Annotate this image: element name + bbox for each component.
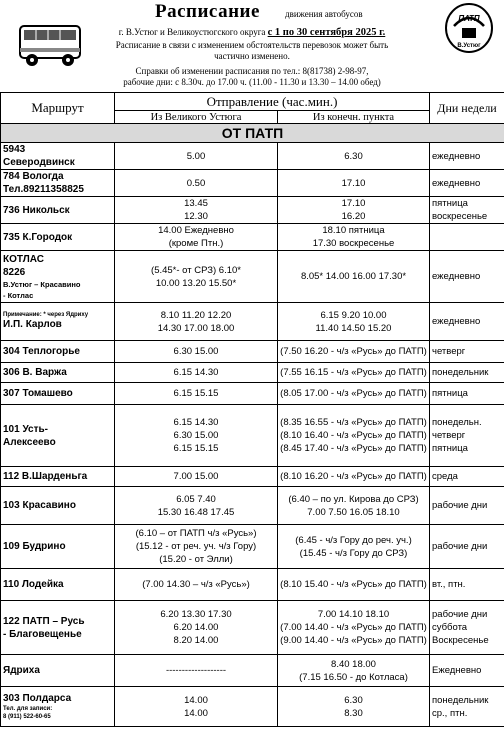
- departure-from-cell: [115, 224, 278, 251]
- days-cell-line: суббота: [432, 622, 468, 633]
- departure-from-cell-line: 5.00: [186, 150, 206, 162]
- days-cell: [430, 224, 504, 251]
- table-row: [1, 383, 504, 405]
- departure-from-cell-line: 6.15 14.30: [173, 417, 219, 428]
- departure-to-cell: [278, 655, 430, 687]
- departure-to-cell-line: (6.45 - ч/з Гору до реч. уч.): [295, 534, 412, 546]
- departure-to-cell: [278, 363, 430, 383]
- route-cell: [1, 525, 115, 569]
- route-cell: [1, 601, 115, 655]
- departure-to-cell-line: (6.40 – по ул. Кирова до СРЗ): [288, 493, 419, 505]
- departure-to-cell-line: 18.10 пятница: [322, 225, 385, 236]
- departure-to-cell-line: 8.40 18.00: [331, 658, 376, 670]
- table-row: [1, 525, 504, 569]
- departure-from-cell-line: (5.45*- от СРЗ) 6.10*: [151, 264, 241, 276]
- route-cell: [1, 197, 115, 224]
- departure-to-cell-line: (8.10 16.20 - ч/з «Русь» до ПАТП): [280, 471, 427, 482]
- departure-to-cell-line: 17.30 воскресенье: [312, 238, 395, 249]
- table-row: [1, 601, 504, 655]
- departure-to-cell: [278, 143, 430, 170]
- table-row: [1, 224, 504, 251]
- route-cell-line: 101 Усть-: [3, 423, 48, 435]
- days-cell-line: среда: [432, 471, 458, 482]
- info-phone-line: Справки об изменении расписания по тел.: 8(81738) 2-98-97,: [135, 66, 369, 76]
- route-cell-line: 103 Красавино: [3, 500, 76, 511]
- departure-to-cell-line: (8.35 16.55 - ч/з «Русь» до ПАТП): [280, 417, 427, 428]
- days-cell-line: пятница: [432, 198, 468, 209]
- table-row: [1, 405, 504, 467]
- table-row: [1, 143, 504, 170]
- departure-from-cell-line: 12.30: [184, 211, 208, 222]
- departure-to-cell-line: (8.05 17.00 - ч/з «Русь» до ПАТП): [280, 388, 427, 399]
- notice-line-2: частично изменено.: [214, 51, 290, 61]
- departure-from-cell: [115, 405, 278, 467]
- departure-to-cell-line: 16.20: [341, 211, 366, 222]
- departure-from-cell: [115, 170, 278, 197]
- route-cell-line: 8 (911) 522-60-65: [3, 714, 51, 720]
- table-row: [1, 569, 504, 601]
- col-days-header: Дни недели: [430, 93, 504, 124]
- days-cell-line: воскресенье: [432, 211, 488, 222]
- departure-from-cell-line: 14.00: [184, 707, 208, 719]
- days-cell-line: ежедневно: [432, 150, 481, 162]
- departure-to-cell: [278, 251, 430, 303]
- route-cell: [1, 143, 115, 170]
- header: [0, 0, 504, 92]
- days-cell: [430, 197, 504, 224]
- route-cell-line: - Котлас: [3, 290, 34, 300]
- route-cell: [1, 363, 115, 383]
- logo-text-top: ПАТП: [458, 14, 480, 23]
- days-cell-line: Ежедневно: [432, 665, 482, 676]
- route-cell: [1, 467, 115, 487]
- departure-to-cell-line: 17.10: [341, 177, 366, 189]
- route-cell: [1, 405, 115, 467]
- route-cell-line: 5943: [3, 144, 26, 155]
- days-cell: [430, 687, 504, 727]
- departure-from-cell: [115, 143, 278, 170]
- table-row: [1, 251, 504, 303]
- table-row: [1, 170, 504, 197]
- departure-to-cell-line: 6.30: [344, 694, 363, 706]
- route-cell: [1, 569, 115, 601]
- days-cell-line: понедельник: [432, 367, 489, 378]
- days-cell: [430, 143, 504, 170]
- departure-from-cell-line: 8.10 11.20 12.20: [160, 309, 232, 321]
- days-cell: [430, 525, 504, 569]
- days-cell-line: ежедневно: [432, 271, 481, 282]
- route-cell-line: И.П. Карлов: [3, 319, 62, 330]
- table-row: [1, 467, 504, 487]
- route-cell-line: 8226: [3, 266, 26, 278]
- route-cell-line: Ядриха: [3, 665, 40, 676]
- route-cell: [1, 341, 115, 363]
- days-cell: [430, 655, 504, 687]
- departure-from-cell-line: 6.20 14.00: [173, 622, 219, 633]
- departure-to-cell: [278, 487, 430, 525]
- route-cell-line: Северодвинск: [3, 157, 75, 168]
- departure-from-cell: [115, 383, 278, 405]
- departure-to-cell: [278, 601, 430, 655]
- route-cell-line: 304 Теплогорье: [3, 346, 80, 357]
- table-row: [1, 341, 504, 363]
- table-row: [1, 363, 504, 383]
- route-cell-line: Алексеево: [3, 436, 56, 448]
- departure-from-cell-line: -------------------: [165, 665, 227, 676]
- departure-from-cell-line: 15.30 16.48 17.45: [157, 506, 235, 518]
- patp-logo: [444, 2, 494, 54]
- col-from-header: Из Великого Устюга: [115, 111, 278, 124]
- departure-from-cell: [115, 525, 278, 569]
- departure-from-cell-line: 13.45: [184, 198, 208, 209]
- departure-to-cell: [278, 569, 430, 601]
- route-cell: [1, 383, 115, 405]
- departure-to-cell-line: (7.00 14.40 - ч/з «Русь» до ПАТП): [280, 622, 427, 633]
- days-cell-line: рабочие дни: [432, 609, 488, 620]
- departure-from-cell: [115, 303, 278, 341]
- table-row: [1, 303, 504, 341]
- departure-from-cell: [115, 197, 278, 224]
- days-cell: [430, 363, 504, 383]
- departure-from-cell-line: 6.15 15.15: [173, 388, 219, 399]
- route-cell-line: 736 Никольск: [3, 204, 70, 216]
- days-cell: [430, 170, 504, 197]
- departure-from-cell: [115, 251, 278, 303]
- days-cell: [430, 251, 504, 303]
- departure-from-cell: [115, 467, 278, 487]
- departure-from-cell: [115, 487, 278, 525]
- departure-to-cell: [278, 467, 430, 487]
- days-cell-line: рабочие дни: [432, 500, 488, 511]
- departure-from-cell: [115, 363, 278, 383]
- col-route-header: Маршрут: [1, 93, 115, 124]
- page-subtitle: движения автобусов: [285, 9, 363, 19]
- departure-from-cell-line: (6.10 – от ПАТП ч/з «Русь»): [135, 528, 257, 539]
- col-to-header: Из конечн. пункта: [278, 111, 430, 124]
- departure-to-cell-line: (8.10 15.40 - ч/з «Русь» до ПАТП): [280, 579, 427, 590]
- days-cell-line: рабочие дни: [432, 541, 488, 552]
- section-header: ОТ ПАТП: [1, 124, 504, 143]
- departure-to-cell-line: (9.00 14.40 - ч/з «Русь» до ПАТП): [280, 635, 427, 646]
- table-row: [1, 197, 504, 224]
- departure-from-cell-line: 6.30 15.00: [173, 430, 219, 441]
- departure-to-cell-line: (7.55 16.15 - ч/з «Русь» до ПАТП): [280, 367, 427, 378]
- days-cell: [430, 405, 504, 467]
- route-cell-line: КОТЛАС: [3, 253, 44, 265]
- departure-from-cell-line: 7.00 15.00: [173, 471, 219, 482]
- days-cell-line: пятница: [432, 388, 468, 399]
- route-cell: [1, 224, 115, 251]
- days-cell-line: ежедневно: [432, 316, 481, 327]
- days-cell-line: Воскресенье: [432, 635, 489, 646]
- departure-to-cell-line: (7.50 16.20 - ч/з «Русь» до ПАТП): [280, 346, 427, 357]
- col-departure-header: Отправление (час.мин.): [115, 93, 430, 111]
- page-title: Расписание: [155, 1, 260, 22]
- departure-from-cell-line: 14.00 Ежедневно: [158, 225, 234, 236]
- work-hours-line: рабочие дни: с 8.30ч. до 17.00 ч. (11.00 - 11.30 и 13.30 – 14.00 обед): [123, 77, 381, 87]
- route-cell: [1, 251, 115, 303]
- departure-to-cell: [278, 405, 430, 467]
- departure-to-cell: [278, 525, 430, 569]
- departure-to-cell: [278, 341, 430, 363]
- route-cell-line: 112 В.Шарденьга: [3, 471, 88, 482]
- departure-to-cell-line: 8.30: [344, 707, 363, 719]
- departure-from-cell-line: 6.30 15.00: [173, 346, 219, 357]
- route-cell-line: 303 Полдарса: [3, 693, 72, 704]
- departure-from-cell-line: 0.50: [186, 177, 206, 189]
- departure-to-cell-line: 6.15 9.20 10.00: [320, 309, 387, 321]
- route-cell-line: В.Устюг – Красавино: [3, 279, 81, 289]
- route-cell-line: 735 К.Городок: [3, 231, 73, 243]
- notice-line: Расписание в связи с изменением обстоятельств перевозок может быть: [115, 40, 389, 50]
- schedule-table: [0, 92, 504, 727]
- departure-from-cell: [115, 341, 278, 363]
- days-cell-line: понедельн.: [432, 417, 482, 428]
- departure-to-cell: [278, 687, 430, 727]
- table-row: [1, 487, 504, 525]
- departure-to-cell-line: 17.10: [341, 198, 366, 209]
- departure-to-cell: [278, 383, 430, 405]
- departure-from-cell-line: 6.20 13.30 17.30: [160, 609, 232, 620]
- period: с 1 по 30 сентября 2025 г.: [267, 27, 386, 38]
- route-cell-line: Тел. для записи:: [3, 706, 53, 712]
- departure-from-cell-line: (15.20 - от Элли): [159, 554, 233, 565]
- departure-from-cell: [115, 655, 278, 687]
- departure-from-cell: [115, 687, 278, 727]
- departure-from-cell-line: 8.20 14.00: [173, 635, 219, 646]
- days-cell-line: четверг: [432, 430, 466, 441]
- departure-to-cell: [278, 303, 430, 341]
- departure-from-cell-line: 6.15 14.30: [173, 367, 219, 378]
- days-cell: [430, 341, 504, 363]
- departure-to-cell-line: (8.10 16.40 - ч/з «Русь» до ПАТП): [280, 430, 427, 441]
- route-cell-line: 307 Томашево: [3, 388, 73, 399]
- route-cell-line: Тел.89211358825: [3, 184, 84, 195]
- departure-to-cell-line: 8.05* 14.00 16.00 17.30*: [300, 271, 407, 282]
- days-cell: [430, 383, 504, 405]
- route-cell: [1, 655, 115, 687]
- route-note: Примечание: * через Ядриху: [3, 312, 89, 318]
- days-cell: [430, 487, 504, 525]
- departure-from-cell-line: 10.00 13.20 15.50*: [155, 277, 237, 289]
- route-cell-line: - Благовещенье: [3, 628, 82, 640]
- route-cell-line: 109 Будрино: [3, 541, 66, 552]
- days-cell: [430, 303, 504, 341]
- table-row: [1, 655, 504, 687]
- departure-from-cell-line: (кроме Птн.): [168, 238, 224, 249]
- route-cell: [1, 687, 115, 727]
- departure-from-cell-line: 6.15 15.15: [173, 443, 219, 454]
- days-cell: [430, 467, 504, 487]
- departure-to-cell: [278, 170, 430, 197]
- departure-to-cell-line: (7.15 16.50 - до Котласа): [299, 671, 408, 683]
- route-cell-line: 784 Вологда: [3, 171, 64, 182]
- days-cell-line: понедельник: [432, 694, 489, 706]
- departure-to-cell-line: (8.45 17.40 - ч/з «Русь» до ПАТП): [280, 443, 427, 454]
- departure-to-cell-line: (15.45 - ч/з Гору до СРЗ): [299, 547, 408, 559]
- days-cell: [430, 601, 504, 655]
- departure-to-cell: [278, 197, 430, 224]
- route-cell-line: 306 В. Варжа: [3, 367, 67, 378]
- days-cell-line: четверг: [432, 346, 466, 357]
- days-cell-line: ср., птн.: [432, 707, 468, 719]
- period-line: г. В.Устюг и Великоустюгского округа с 1 по 30 сентября 2025 г.: [118, 27, 386, 38]
- route-cell: [1, 487, 115, 525]
- days-cell-line: пятница: [432, 443, 468, 454]
- departure-from-cell-line: 14.30 17.00 18.00: [157, 322, 235, 334]
- departure-to-cell-line: 6.30: [344, 150, 363, 162]
- departure-from-cell-line: 14.00: [184, 694, 208, 706]
- days-cell: [430, 569, 504, 601]
- departure-from-cell-line: (15.12 - от реч. уч. ч/з Гору): [135, 541, 257, 552]
- route-cell-line: 122 ПАТП – Русь: [3, 615, 85, 627]
- table-row: [1, 687, 504, 727]
- departure-from-cell: [115, 601, 278, 655]
- departure-from-cell-line: (7.00 14.30 – ч/з «Русь»): [142, 579, 250, 590]
- departure-from-cell: [115, 569, 278, 601]
- route-cell: [1, 303, 115, 341]
- departure-from-cell-line: 6.05 7.40: [176, 493, 216, 505]
- departure-to-cell-line: 7.00 7.50 16.05 18.10: [307, 506, 400, 518]
- route-cell: [1, 170, 115, 197]
- logo-text-bottom: В.Устюг: [457, 43, 481, 49]
- days-cell-line: вт., птн.: [432, 579, 466, 590]
- route-cell-line: 110 Лодейка: [3, 579, 64, 590]
- departure-to-cell-line: 7.00 14.10 18.10: [317, 609, 390, 620]
- departure-to-cell: [278, 224, 430, 251]
- departure-to-cell-line: 11.40 14.50 15.20: [315, 322, 392, 334]
- days-cell-line: ежедневно: [432, 177, 481, 189]
